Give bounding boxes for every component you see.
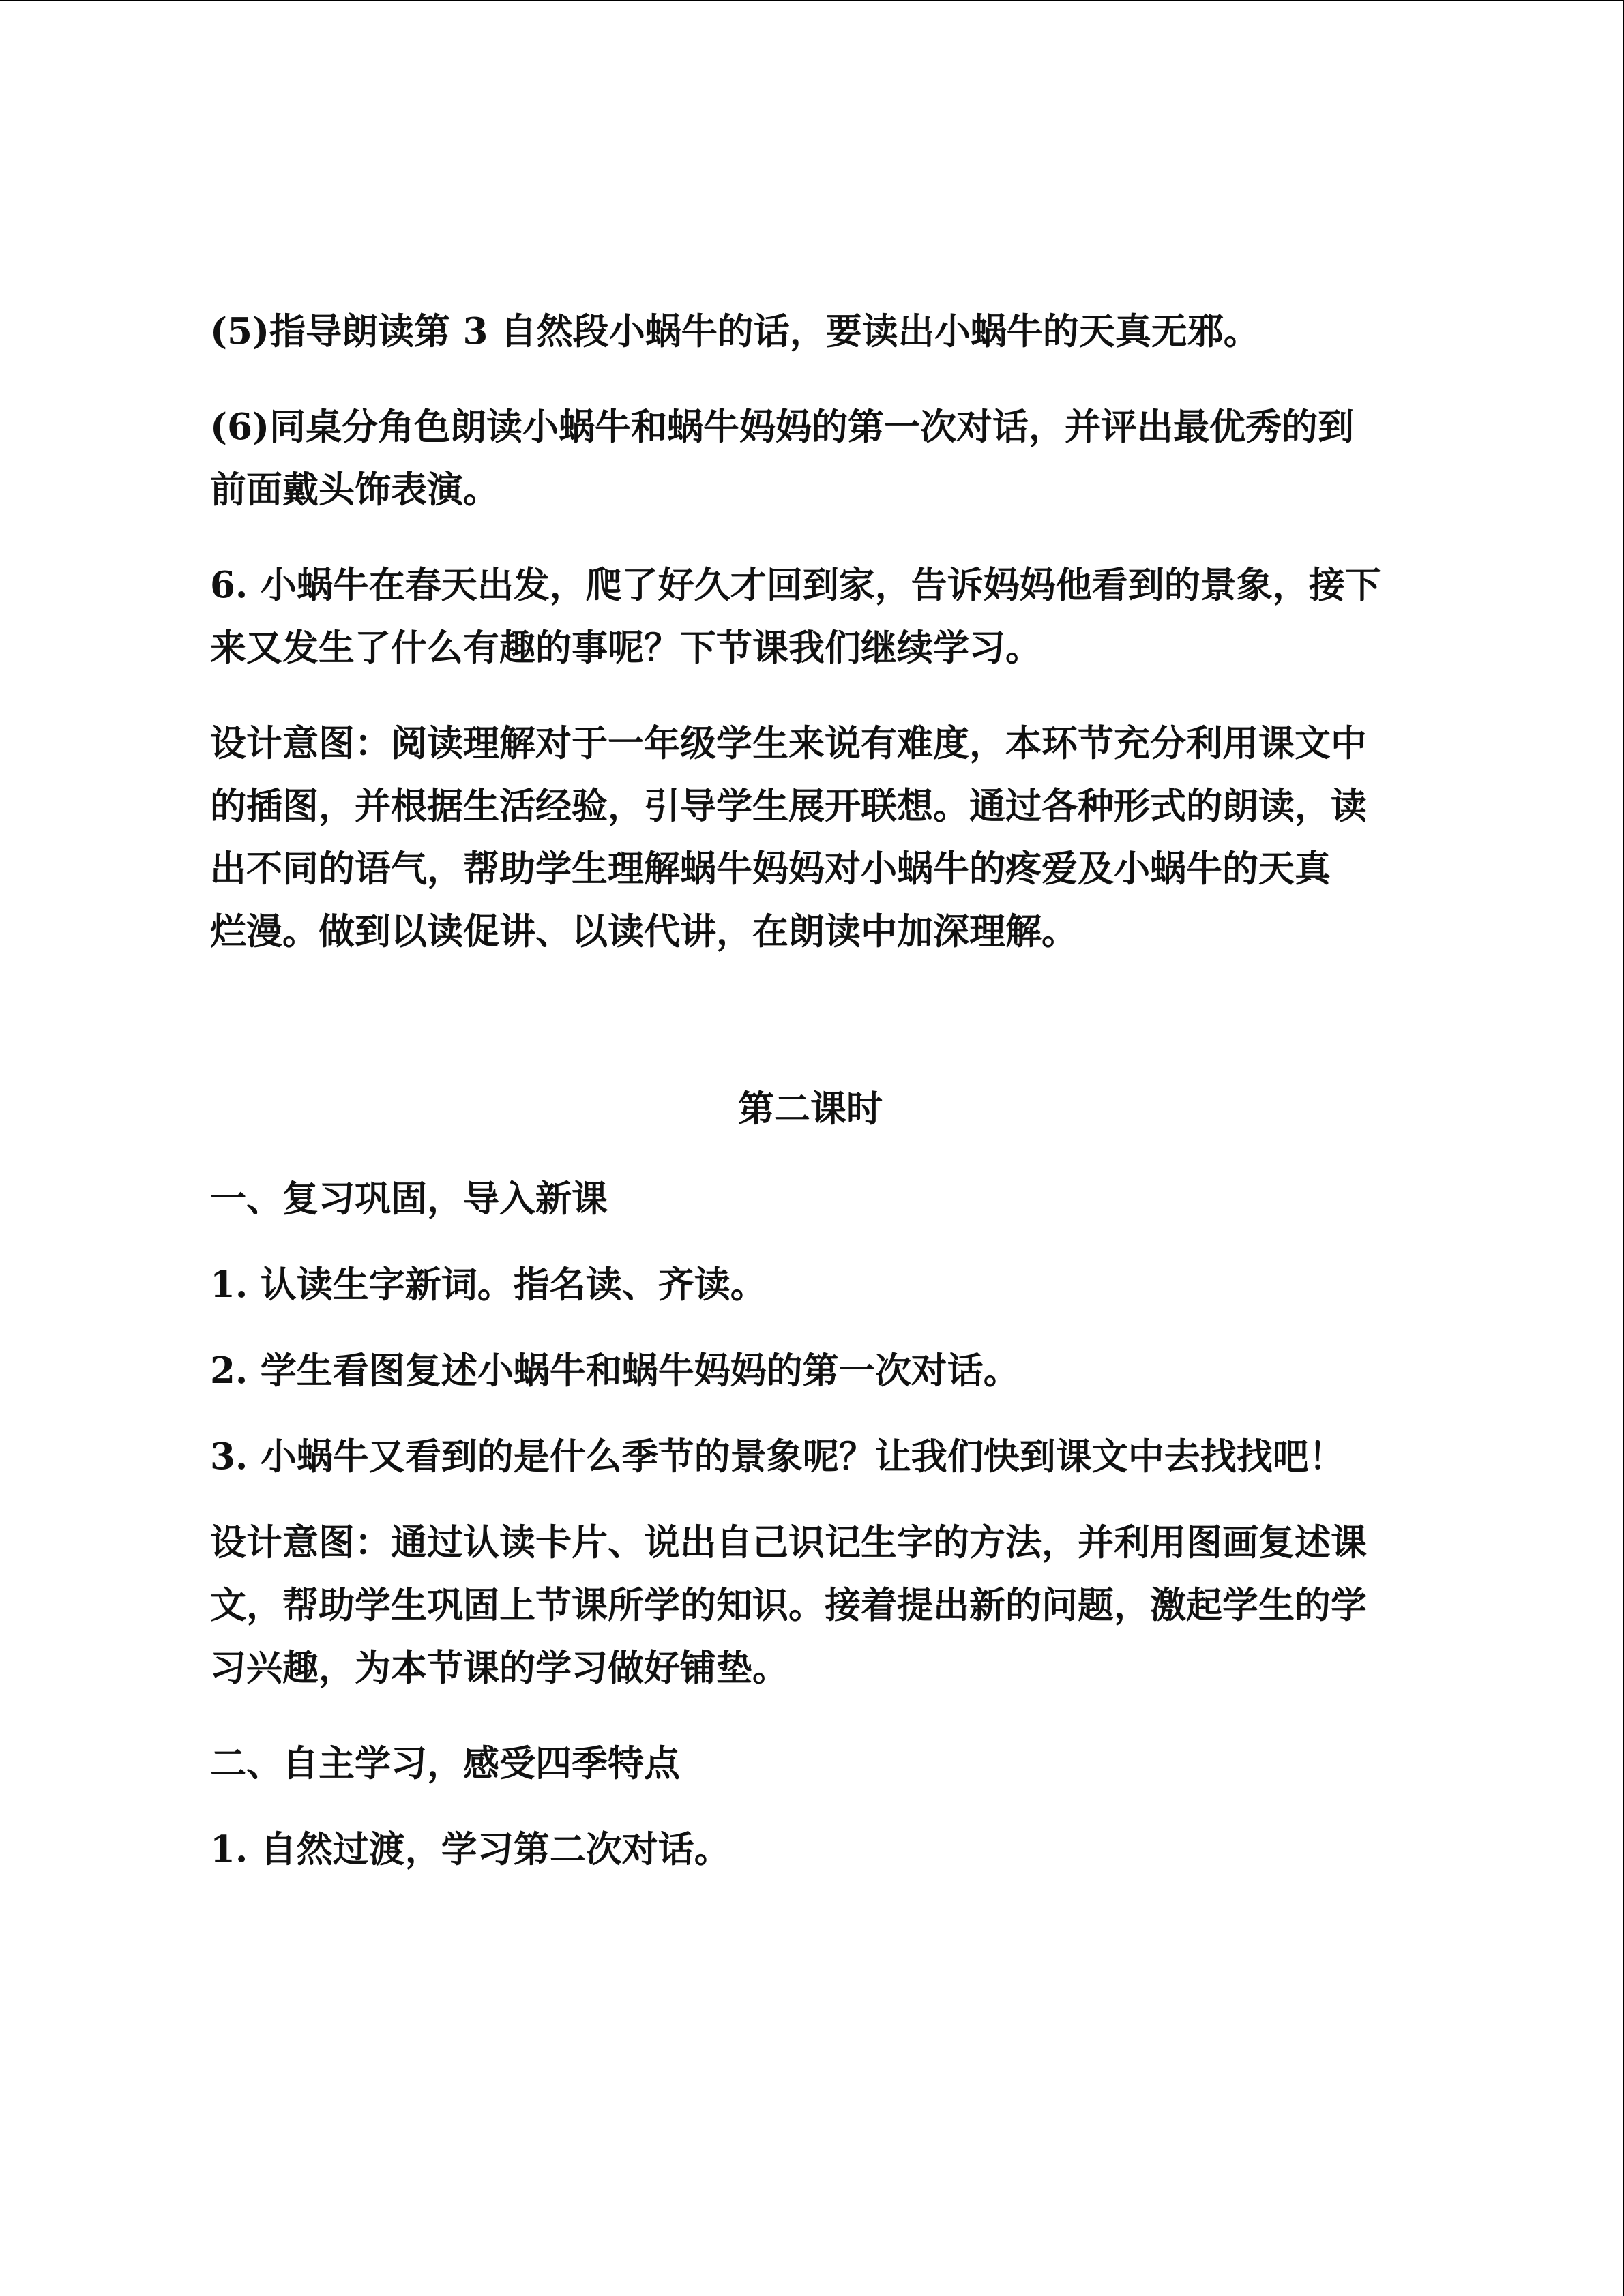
paragraph-line: (5)指导朗读第 3 自然段小蜗牛的话，要读出小蜗牛的天真无邪。: [210, 310, 1260, 353]
paragraph-line: 设计意图：阅读理解对于一年级学生来说有难度，本环节充分利用课文中: [210, 722, 1367, 764]
list-item: 2. 学生看图复述小蜗牛和蜗牛妈妈的第一次对话。: [210, 1350, 1020, 1392]
paragraph-line: 出不同的语气，帮助学生理解蜗牛妈妈对小蜗牛的疼爱及小蜗牛的天真: [210, 848, 1331, 890]
design-intent-review: [210, 1511, 1411, 1699]
list-item: 3. 小蜗牛又看到的是什么季节的景象呢？让我们快到课文中去找找吧！: [210, 1435, 1345, 1478]
paragraph-line: (6)同桌分角色朗读小蜗牛和蜗牛妈妈的第一次对话，并评出最优秀的到: [210, 406, 1355, 448]
review-item-2: [210, 1339, 1411, 1402]
section-heading-self-study: 二、自主学习，感受四季特点: [210, 1742, 680, 1785]
paragraph-next-lesson-preview: [210, 554, 1411, 679]
list-item: 1. 认读生字新词。指名读、齐读。: [210, 1264, 767, 1306]
paragraph-line: 设计意图：通过认读卡片、说出自己识记生字的方法，并利用图画复述课: [210, 1521, 1367, 1564]
review-item-1: [210, 1253, 1411, 1316]
section-heading-review: 一、复习巩固，导入新课: [210, 1178, 608, 1220]
paragraph-line: 来又发生了什么有趣的事呢？下节课我们继续学习。: [210, 627, 1042, 669]
paragraph-line: 前面戴头饰表演。: [210, 468, 499, 511]
paragraph-line: 烂漫。做到以读促讲、以读代讲，在朗读中加深理解。: [210, 910, 1078, 953]
paragraph-role-reading: [210, 396, 1411, 521]
paragraph-line: 文，帮助学生巩固上节课所学的知识。接着提出新的问题，激起学生的学: [210, 1584, 1367, 1626]
list-item: 1. 自然过渡，学习第二次对话。: [210, 1828, 730, 1870]
design-intent-paragraph: [210, 712, 1411, 963]
section-spacer: [210, 996, 1411, 1077]
paragraph-guided-reading: [210, 300, 1411, 363]
paragraph-line: 的插图，并根据生活经验，引导学生展开联想。通过各种形式的朗读，读: [210, 785, 1367, 827]
self-study-item-1: [210, 1818, 1411, 1881]
page-content: [210, 300, 1411, 1904]
paragraph-line: 6. 小蜗牛在春天出发，爬了好久才回到家，告诉妈妈他看到的景象，接下: [210, 564, 1381, 606]
paragraph-line: 习兴趣，为本节课的学习做好铺垫。: [210, 1647, 788, 1689]
lesson-title: 第二课时: [738, 1088, 883, 1130]
review-item-3: [210, 1425, 1411, 1488]
